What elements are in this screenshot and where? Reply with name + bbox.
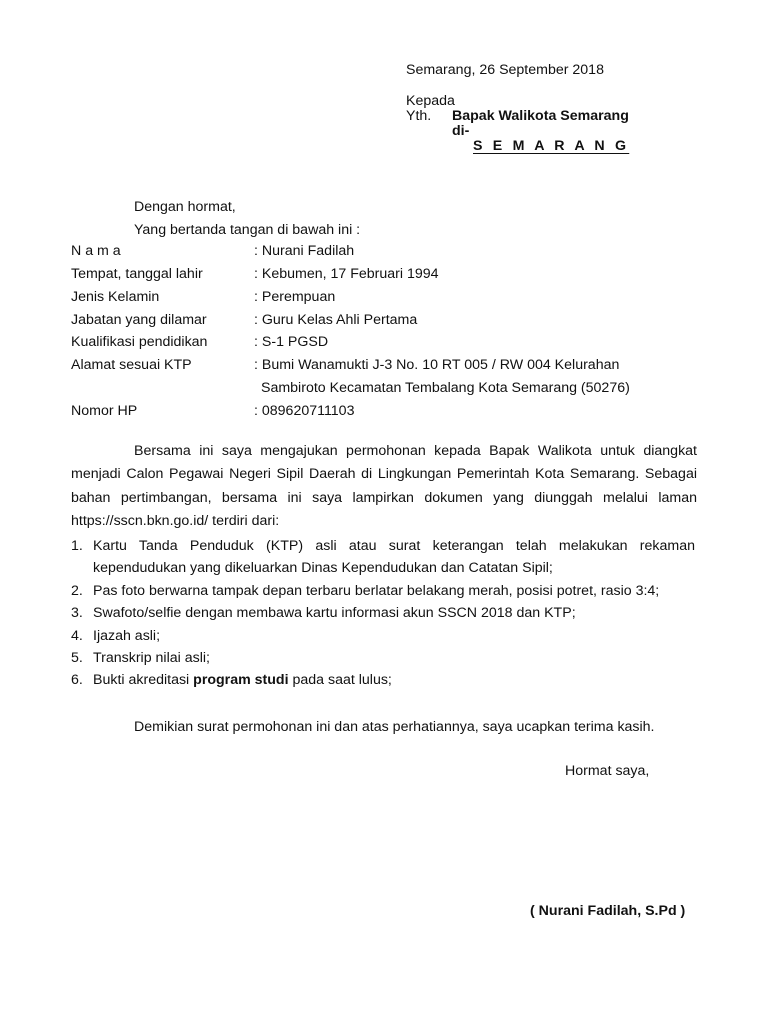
list-item [71,580,695,602]
list-item [71,602,695,624]
list-item-text: Ijazah asli; [93,627,161,644]
greeting: Dengan hormat, [134,199,236,215]
list-item-text-after: pada saat lulus; [288,672,392,689]
field-value-gender: : Perempuan [254,289,336,305]
list-item-number: 3. [71,605,83,622]
list-item-number: 6. [71,672,83,689]
field-label-phone: Nomor HP [71,403,138,419]
list-item [71,647,695,669]
yth-label: Yth. [406,108,432,124]
body-paragraph: Bersama ini saya mengajukan permohonan kepada Bapak Walikota untuk diangkat menjadi Calon Pegawai Negeri Sipil Daerah di Lingkungan Pemerintah Kota Semarang. Sebagai bahan pertimbangan, bersama ini saya lampirkan dokumen yang diunggah melalui laman https://sscn.bkn.go.id/ terdiri dari: [71,443,697,529]
field-label-education: Kualifikasi pendidikan [71,334,208,350]
field-value-position: : Guru Kelas Ahli Pertama [254,312,418,328]
recipient-di: di- [452,123,470,139]
list-item-text [93,669,695,691]
recipient-city: S E M A R A N G [473,138,630,154]
list-item [71,625,695,647]
field-value-phone: : 089620711103 [254,403,355,419]
list-item [71,535,695,580]
list-item-text: Swafoto/selfie dengan membawa kartu informasi akun SSCN 2018 dan KTP; [93,605,576,622]
list-item-text: Transkrip nilai asli; [93,650,210,667]
list-item-number: 1. [71,538,83,554]
field-value-ttl: : Kebumen, 17 Februari 1994 [254,266,439,282]
closing-sentence: Demikian surat permohonan ini dan atas perhatiannya, saya ucapkan terima kasih. [134,719,655,735]
place-date: Semarang, 26 September 2018 [406,62,604,78]
intro-line: Yang bertanda tangan di bawah ini : [134,222,361,238]
recipient-name: Bapak Walikota Semarang [452,108,629,124]
field-value-address: : Bumi Wanamukti J-3 No. 10 RT 005 / RW 004 Kelurahan [254,357,620,373]
list-item-text: Pas foto berwarna tampak depan terbaru berlatar belakang merah, posisi potret, rasio 3:4; [93,582,660,599]
field-label-gender: Jenis Kelamin [71,289,160,305]
document-list [71,535,695,692]
list-item-text-before: Bukti akreditasi [93,672,194,689]
field-value-education: : S-1 PGSD [254,334,329,350]
field-label-address: Alamat sesuai KTP [71,357,192,373]
to-label: Kepada [406,93,455,109]
field-label-nama: N a m a [71,243,121,259]
field-label-ttl: Tempat, tanggal lahir [71,266,203,282]
list-item-number: 5. [71,650,83,667]
regards: Hormat saya, [565,763,650,779]
list-item-number: 4. [71,627,83,644]
field-value-nama: : Nurani Fadilah [254,243,355,259]
field-value-address-line2: Sambiroto Kecamatan Tembalang Kota Semarang (50276) [261,380,630,396]
list-item-text-bold: program studi [193,672,289,689]
field-label-position: Jabatan yang dilamar [71,312,207,328]
list-item-number: 2. [71,582,83,599]
list-item [71,669,695,691]
list-item-text: Kartu Tanda Penduduk (KTP) asli atau surat keterangan telah melakukan rekaman kependudukan yang dikeluarkan Dinas Kependudukan dan Catatan Sipil; [93,538,695,577]
signature-name: ( Nurani Fadilah, S.Pd ) [530,903,686,919]
